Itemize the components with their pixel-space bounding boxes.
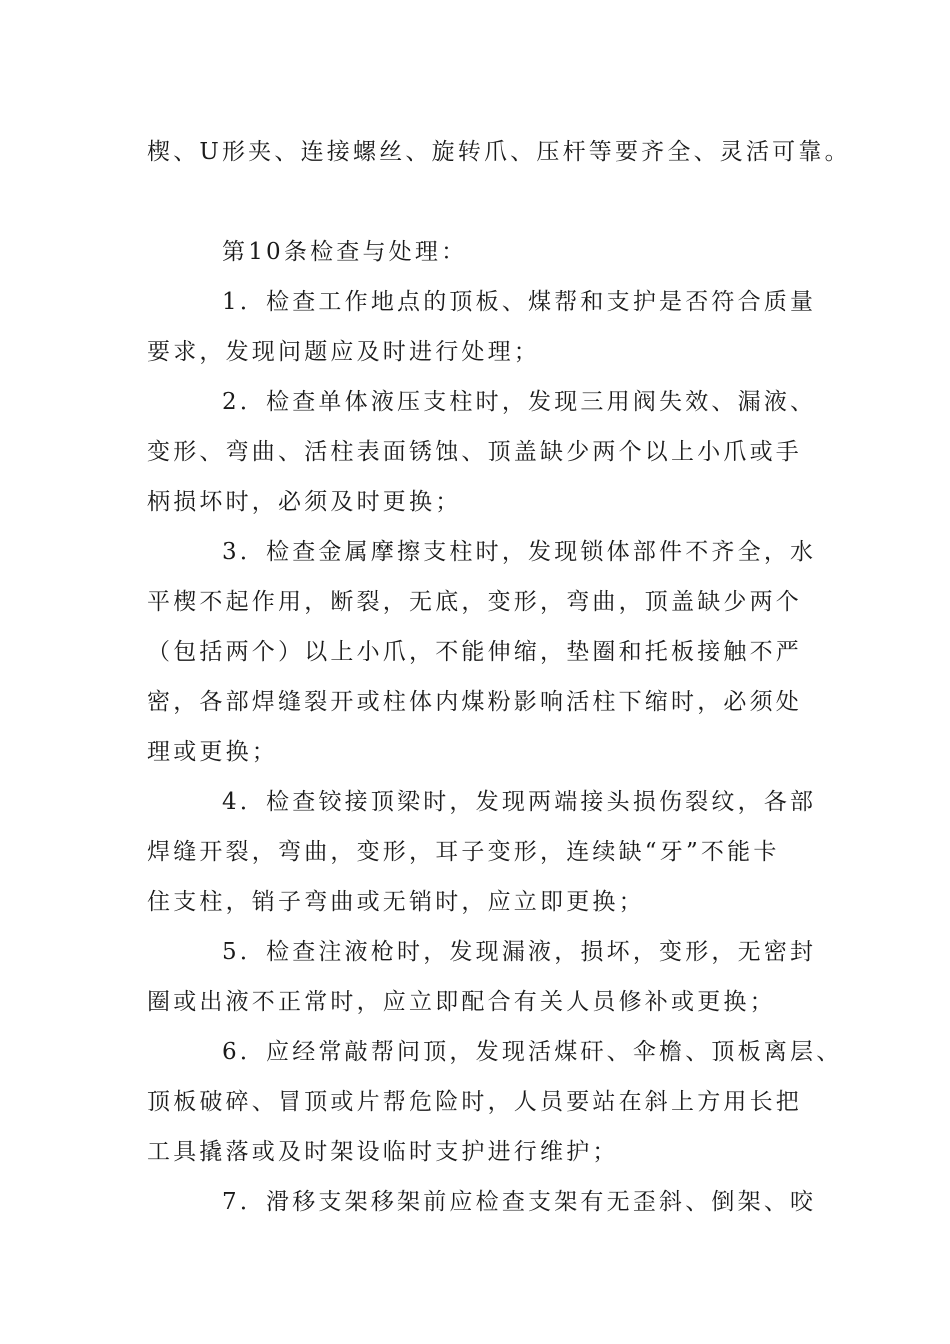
paragraph-line: 工具撬落或及时架设临时支护进行维护； — [147, 1139, 619, 1165]
paragraph-line: 理或更换； — [147, 739, 278, 765]
paragraph-line: 焊缝开裂，弯曲，变形，耳子变形，连续缺“牙”不能卡 — [147, 839, 780, 865]
paragraph-line: 密，各部焊缝裂开或柱体内煤粉影响活柱下缩时，必须处 — [147, 689, 802, 715]
section-heading: 第10条检查与处理： — [222, 239, 468, 265]
paragraph-line: 圈或出液不正常时，应立即配合有关人员修补或更换； — [147, 989, 776, 1015]
paragraph-line: 1．检查工作地点的顶板、煤帮和支护是否符合质量 — [222, 289, 817, 315]
paragraph-line: 楔、U形夹、连接螺丝、旋转爪、压杆等要齐全、灵活可靠。 — [147, 139, 851, 165]
paragraph-line: 4．检查铰接顶梁时，发现两端接头损伤裂纹，各部 — [222, 789, 817, 815]
paragraph-line: 顶板破碎、冒顶或片帮危险时，人员要站在斜上方用长把 — [147, 1089, 802, 1115]
paragraph-line: 变形、弯曲、活柱表面锈蚀、顶盖缺少两个以上小爪或手 — [147, 439, 802, 465]
paragraph-line: 柄损坏时，必须及时更换； — [147, 489, 462, 515]
paragraph-line: 6．应经常敲帮问顶，发现活煤矸、伞檐、顶板离层、 — [222, 1039, 843, 1065]
paragraph-line: 2．检查单体液压支柱时，发现三用阀失效、漏液、 — [222, 389, 817, 415]
paragraph-line: 3．检查金属摩擦支柱时，发现锁体部件不齐全，水 — [222, 539, 817, 565]
paragraph-line: （包括两个）以上小爪，不能伸缩，垫圈和托板接触不严 — [147, 639, 802, 665]
paragraph-line: 5．检查注液枪时，发现漏液，损坏，变形，无密封 — [222, 939, 817, 965]
paragraph-line: 要求，发现问题应及时进行处理； — [147, 339, 540, 365]
paragraph-line: 7．滑移支架移架前应检查支架有无歪斜、倒架、咬 — [222, 1189, 817, 1215]
paragraph-line: 住支柱，销子弯曲或无销时，应立即更换； — [147, 889, 645, 915]
paragraph-line: 平楔不起作用，断裂，无底，变形，弯曲，顶盖缺少两个 — [147, 589, 802, 615]
